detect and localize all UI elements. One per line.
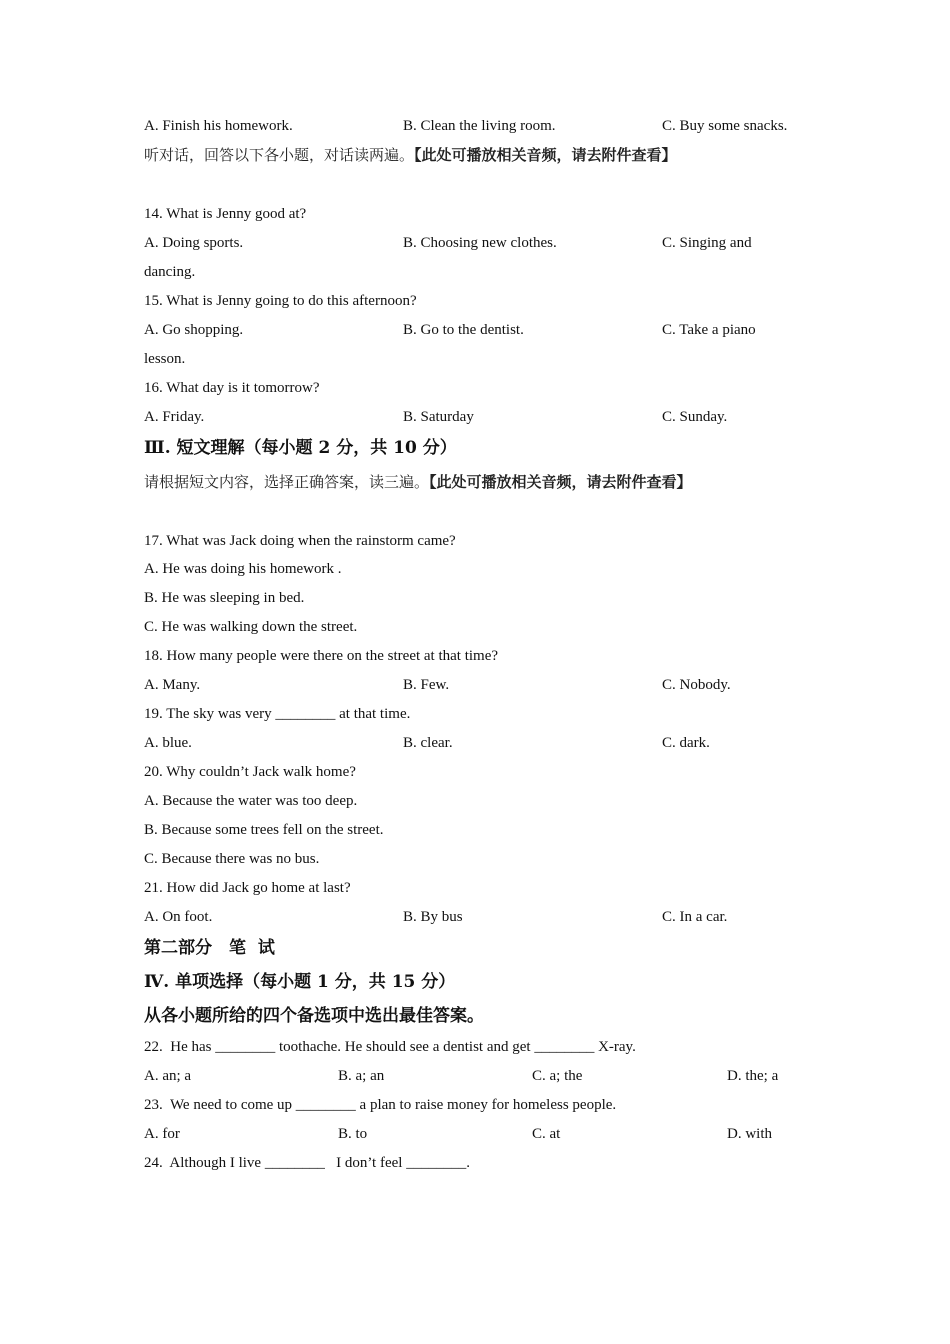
part-2-title: 第二部分 笔 试: [144, 938, 275, 958]
q22-option-a[interactable]: A. an; a: [144, 1068, 192, 1084]
q20-option-b[interactable]: B. Because some trees fell on the street.: [144, 822, 384, 838]
q14-option-c[interactable]: C. Singing and: [662, 235, 752, 251]
q23-option-a[interactable]: A. for: [144, 1126, 180, 1142]
q19-options: [144, 733, 824, 753]
section-3-audio-note: 【此处可播放相关音频，请去附件查看】: [429, 473, 692, 491]
q23-option-b[interactable]: B. to: [338, 1126, 368, 1142]
q23-option-d[interactable]: D. with: [727, 1126, 772, 1142]
q13-option-a[interactable]: A. Finish his homework.: [144, 118, 293, 134]
q14-option-b[interactable]: B. Choosing new clothes.: [403, 235, 557, 251]
q23-stem: 23. We need to come up ________ a plan to raise money for homeless people.: [144, 1097, 617, 1113]
q15-stem: 15. What is Jenny going to do this afternoon?: [144, 293, 417, 309]
q17-option-a[interactable]: A. He was doing his homework .: [144, 561, 342, 577]
q13-options: [144, 116, 824, 136]
q23-option-c[interactable]: C. at: [532, 1126, 561, 1142]
q19-option-b[interactable]: B. clear.: [403, 735, 453, 751]
q14-stem: 14. What is Jenny good at?: [144, 206, 307, 222]
q19-stem: 19. The sky was very ________ at that time.: [144, 706, 411, 722]
q21-options: [144, 907, 824, 927]
q21-option-b[interactable]: B. By bus: [403, 909, 463, 925]
q15-option-a[interactable]: A. Go shopping.: [144, 322, 244, 338]
q13-option-b[interactable]: B. Clean the living room.: [403, 118, 556, 134]
q24-stem: 24. Although I live ________ I don’t feel ________.: [144, 1155, 470, 1171]
section-4-instruction: 从各小题所给的四个备选项中选出最佳答案。: [144, 1006, 484, 1026]
q16-option-a[interactable]: A. Friday.: [144, 409, 205, 425]
q18-options: [144, 675, 824, 695]
section-3-instruction: [144, 472, 692, 492]
q14-option-a[interactable]: A. Doing sports.: [144, 235, 244, 251]
section-3-instruction-text: 请根据短文内容，选择正确答案，读三遍。: [144, 473, 430, 491]
q15-option-b[interactable]: B. Go to the dentist.: [403, 322, 524, 338]
q22-option-b[interactable]: B. a; an: [338, 1068, 385, 1084]
q21-option-a[interactable]: A. On foot.: [144, 909, 213, 925]
listening-instruction: [144, 145, 677, 165]
q21-option-c[interactable]: C. In a car.: [662, 909, 728, 925]
q15-option-c[interactable]: C. Take a piano: [662, 322, 756, 338]
q15-options: [144, 320, 824, 340]
q18-stem: 18. How many people were there on the street at that time?: [144, 648, 499, 664]
audio-note: 【此处可播放相关音频，请去附件查看】: [414, 146, 677, 164]
q15-option-c-wrap: lesson.: [144, 351, 186, 367]
q13-option-c[interactable]: C. Buy some snacks.: [662, 118, 788, 134]
q16-option-b[interactable]: B. Saturday: [403, 409, 474, 425]
q19-option-c[interactable]: C. dark.: [662, 735, 710, 751]
listening-instruction-text: 听对话，回答以下各小题，对话读两遍。: [144, 146, 415, 164]
q22-option-d[interactable]: D. the; a: [727, 1068, 779, 1084]
q18-option-b[interactable]: B. Few.: [403, 677, 450, 693]
q19-option-a[interactable]: A. blue.: [144, 735, 192, 751]
section-4-title: Ⅳ. 单项选择（每小题 1 分，共 15 分）: [144, 972, 456, 992]
q23-options: [144, 1124, 824, 1144]
q22-stem: 22. He has ________ toothache. He should see a dentist and get ________ X-ray.: [144, 1039, 636, 1055]
q17-stem: 17. What was Jack doing when the rainstorm came?: [144, 533, 456, 549]
q18-option-a[interactable]: A. Many.: [144, 677, 201, 693]
q22-option-c[interactable]: C. a; the: [532, 1068, 583, 1084]
q17-option-b[interactable]: B. He was sleeping in bed.: [144, 590, 305, 606]
q14-option-c-wrap: dancing.: [144, 264, 196, 280]
q16-stem: 16. What day is it tomorrow?: [144, 380, 320, 396]
q20-option-a[interactable]: A. Because the water was too deep.: [144, 793, 358, 809]
q21-stem: 21. How did Jack go home at last?: [144, 880, 351, 896]
q18-option-c[interactable]: C. Nobody.: [662, 677, 731, 693]
q16-options: [144, 407, 824, 427]
q20-stem: 20. Why couldn’t Jack walk home?: [144, 764, 356, 780]
section-3-title: Ⅲ. 短文理解（每小题 2 分，共 10 分）: [144, 438, 457, 458]
q22-options: [144, 1066, 824, 1086]
q20-option-c[interactable]: C. Because there was no bus.: [144, 851, 320, 867]
q16-option-c[interactable]: C. Sunday.: [662, 409, 728, 425]
q14-options: [144, 233, 824, 253]
q17-option-c[interactable]: C. He was walking down the street.: [144, 619, 358, 635]
